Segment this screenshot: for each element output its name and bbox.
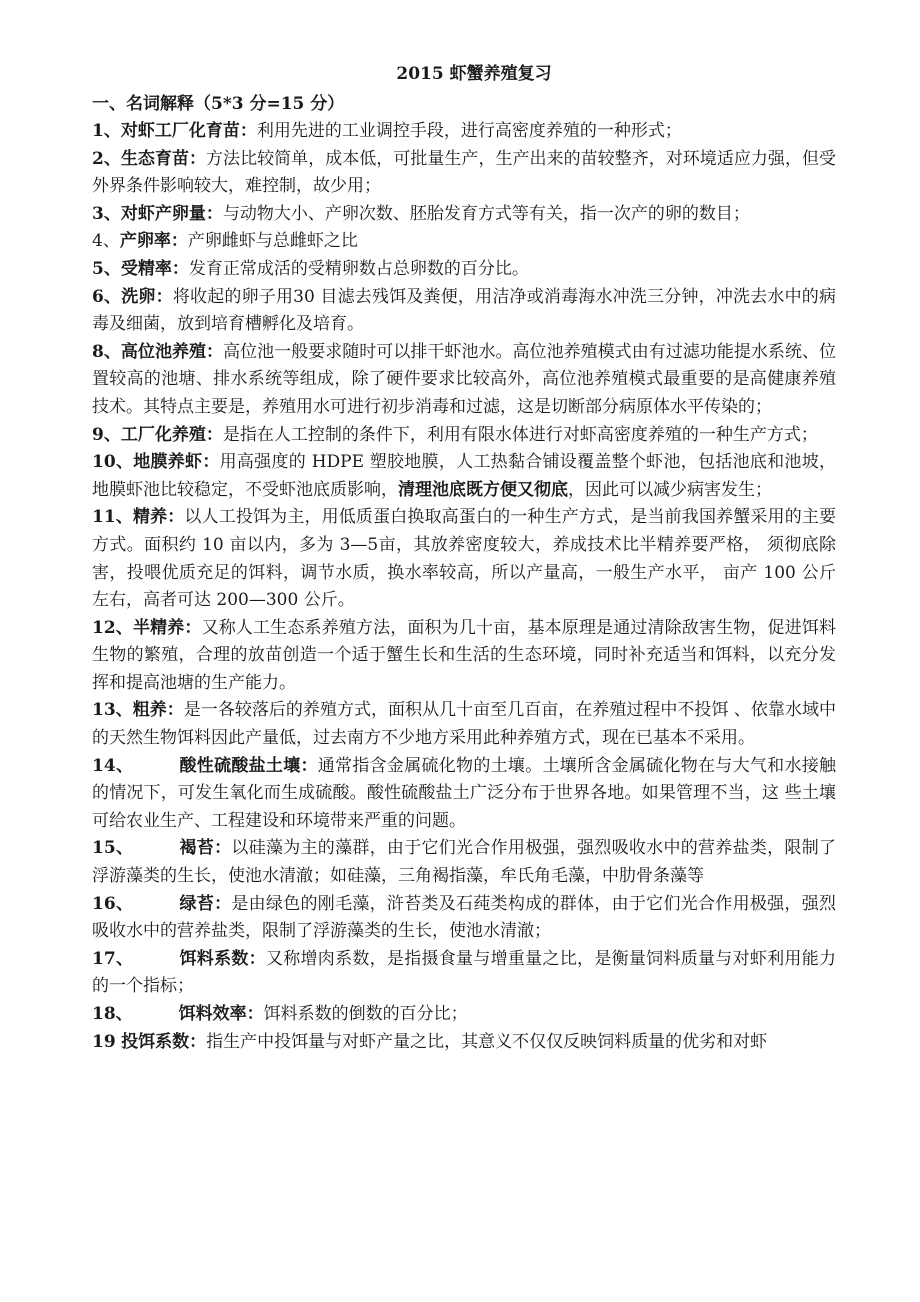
item-definition: 将收起的卵子用30 目滤去残饵及粪便，用洁净或消毒海水冲洗三分钟，冲洗去水中的病毒及细菌，放到培育槽孵化及培育。 [92,286,836,335]
item-number: 10、 [92,452,134,473]
list-item [92,1001,836,1029]
item-term: 对虾工厂化育苗： [120,121,257,141]
item-number: 19 [92,1031,116,1052]
item-definition: 利用先进的工业调控手段，进行高密度养殖的一种形式； [256,121,682,141]
item-definition: 饵料系数的倒数的百分比； [263,1004,468,1024]
item-number: 3、 [92,203,121,224]
item-definition: 高位池一般要求随时可以排干虾池水。高位池养殖模式由有过滤功能提水系统、位置较高的池塘、排水系统等组成，除了硬件要求比较高外，高位池养殖模式最重要的是高健康养殖技术。其特点主要是，养殖用水可进行初步消毒和过滤，这是切断部分病原体水平传染的； [92,341,837,417]
item-definition: 指生产中投饵量与对虾产量之比，其意义不仅仅反映饲料质量的优劣和对虾 [206,1031,768,1052]
item-term: 地膜养虾： [133,452,220,473]
item-definition: 用高强度的 HDPE 塑胶地膜，人工热黏合铺设覆盖整个虾池，包括池底和池坡，地膜虾池比较稳定，不受虾池底质影响， [92,452,836,500]
document-title: 2015 虾蟹养殖复习 [396,64,552,84]
item-term: 半精养： [132,617,202,638]
item-number: 13、 [92,700,133,721]
item-number: 12、 [92,617,133,638]
item-definition: 又称人工生态系养殖方法，面积为几十亩，基本原理是通过清除敌害生物，促进饵料生物的繁殖，合理的放苗创造一个适于蟹生长和生活的生态环境，同时补充适当和饵料，以充分发挥和提高池塘的生产能力。 [92,617,837,693]
item-term: 绿苔： [179,893,232,914]
item-definition: 以人工投饵为主，用低质蛋白换取高蛋白的一种生产方式，是当前我国养蟹采用的主要方式。面积约 10 亩以内，多为 3—5亩，其放养密度较大，养成技术比半精养要严格， 须彻底除害，投喂优质充足的饵料，调节水质，换水率较高，所以产量高，一般生产水平， 亩产 100 公斤左右，高者可达 200—300 公斤。 [92,507,836,611]
item-definition: 发育正常成活的受精卵数占总卵数的百分比。 [188,258,529,279]
list-item [92,946,836,1001]
list-item [92,422,836,450]
item-term: 酸性硫酸盐土壤： [179,755,318,776]
list-item [92,256,836,284]
item-term: 精养： [132,507,185,528]
item-term: 生态育苗： [120,148,207,169]
item-term: 褐苔： [179,838,232,859]
list-item [92,449,836,504]
list-item [92,835,836,890]
item-number: 15、 [92,838,134,859]
item-term: 受精率： [120,258,189,279]
item-number: 17、 [92,948,134,969]
item-definition: 是一各较落后的养殖方式，面积从几十亩至几百亩，在养殖过程中不投饵 、依靠水域中的天然生物饵料因此产量低，过去南方不少地方采用此种养殖方式，现在已基本不采用。 [92,700,836,749]
item-number: 2、 [92,148,121,169]
item-term: 工厂化养殖： [120,424,223,445]
item-term: 高位池养殖： [120,341,224,362]
list-item [92,201,836,229]
item-term: 洗卵： [121,286,173,307]
item-definition: 产卵雌虾与总雌虾之比 [187,231,358,252]
list-item [92,697,836,752]
item-number: 8、 [92,341,121,362]
list-item [92,753,836,836]
item-number: 9、 [92,424,121,445]
item-definition: 是由绿色的刚毛藻，浒苔类及石莼类构成的群体，由于它们光合作用极强，强烈 吸收水中的营养盐类，限制了浮游藻类的生长，使池水清澈； [92,893,837,942]
item-definition: 与动物大小、产卵次数、胚胎发育方式等有关，指一次产的卵的数目； [222,203,750,224]
item-definition: 以硅藻为主的藻群，由于它们光合作用极强，强烈吸收水中的营养盐类，限制了 浮游藻类的生长，使池水清澈；如硅藻，三角褐指藻，牟氏角毛藻，中肋骨条藻等 [92,838,837,887]
item-term: 产卵率： [119,231,188,252]
item-definition: 是指在人工控制的条件下，利用有限水体进行对虾高密度养殖的一种生产方式； [222,424,818,445]
item-definition: 方法比较简单，成本低，可批量生产，生产出来的苗较整齐，对环境适应力强，但受外界条件影响较大，难控制，故少用； [92,148,836,197]
item-number: 11、 [92,507,133,528]
item-term: 饵料系数： [179,948,266,969]
item-number: 5、 [92,258,121,279]
item-definition-tail: ，因此可以减少病害发生； [568,479,772,500]
item-highlight: 清理池底既方便又彻底 [398,479,568,500]
list-item [92,1029,836,1057]
list-item [92,228,836,256]
list-item [92,146,836,201]
list-item [92,339,836,422]
list-item [92,118,836,146]
list-item [92,615,836,698]
item-term: 粗养： [132,700,184,721]
item-number: 14、 [92,755,134,776]
list-item [92,504,836,614]
item-term: 饵料效率： [178,1004,264,1024]
item-definition: 通常指含金属硫化物的土壤。土壤所含金属硫化物在与大气和水接触 的情况下，可发生氧化而生成硫酸。酸性硫酸盐土广泛分布于世界各地。如果管理不当，这 些土壤可给农业生产、工程建设和环境带来严重的问题。 [92,755,837,831]
section-heading: 一、名词解释（5*3 分=15 分） [92,94,345,114]
document-page [92,58,836,1056]
item-term: 投饵系数： [121,1031,207,1052]
list-item [92,891,836,946]
item-definition: 又称增肉系数，是指摄食量与增重量之比，是衡量饲料质量与对虾利用能力 的一个指标； [92,948,836,997]
item-number: 1、 [92,121,121,141]
item-number: 16、 [92,893,134,914]
item-number: 4、 [92,231,120,252]
item-number: 6、 [92,286,122,307]
item-term: 对虾产卵量： [120,203,223,224]
list-item [92,284,836,339]
item-number: 18、 [92,1004,133,1024]
